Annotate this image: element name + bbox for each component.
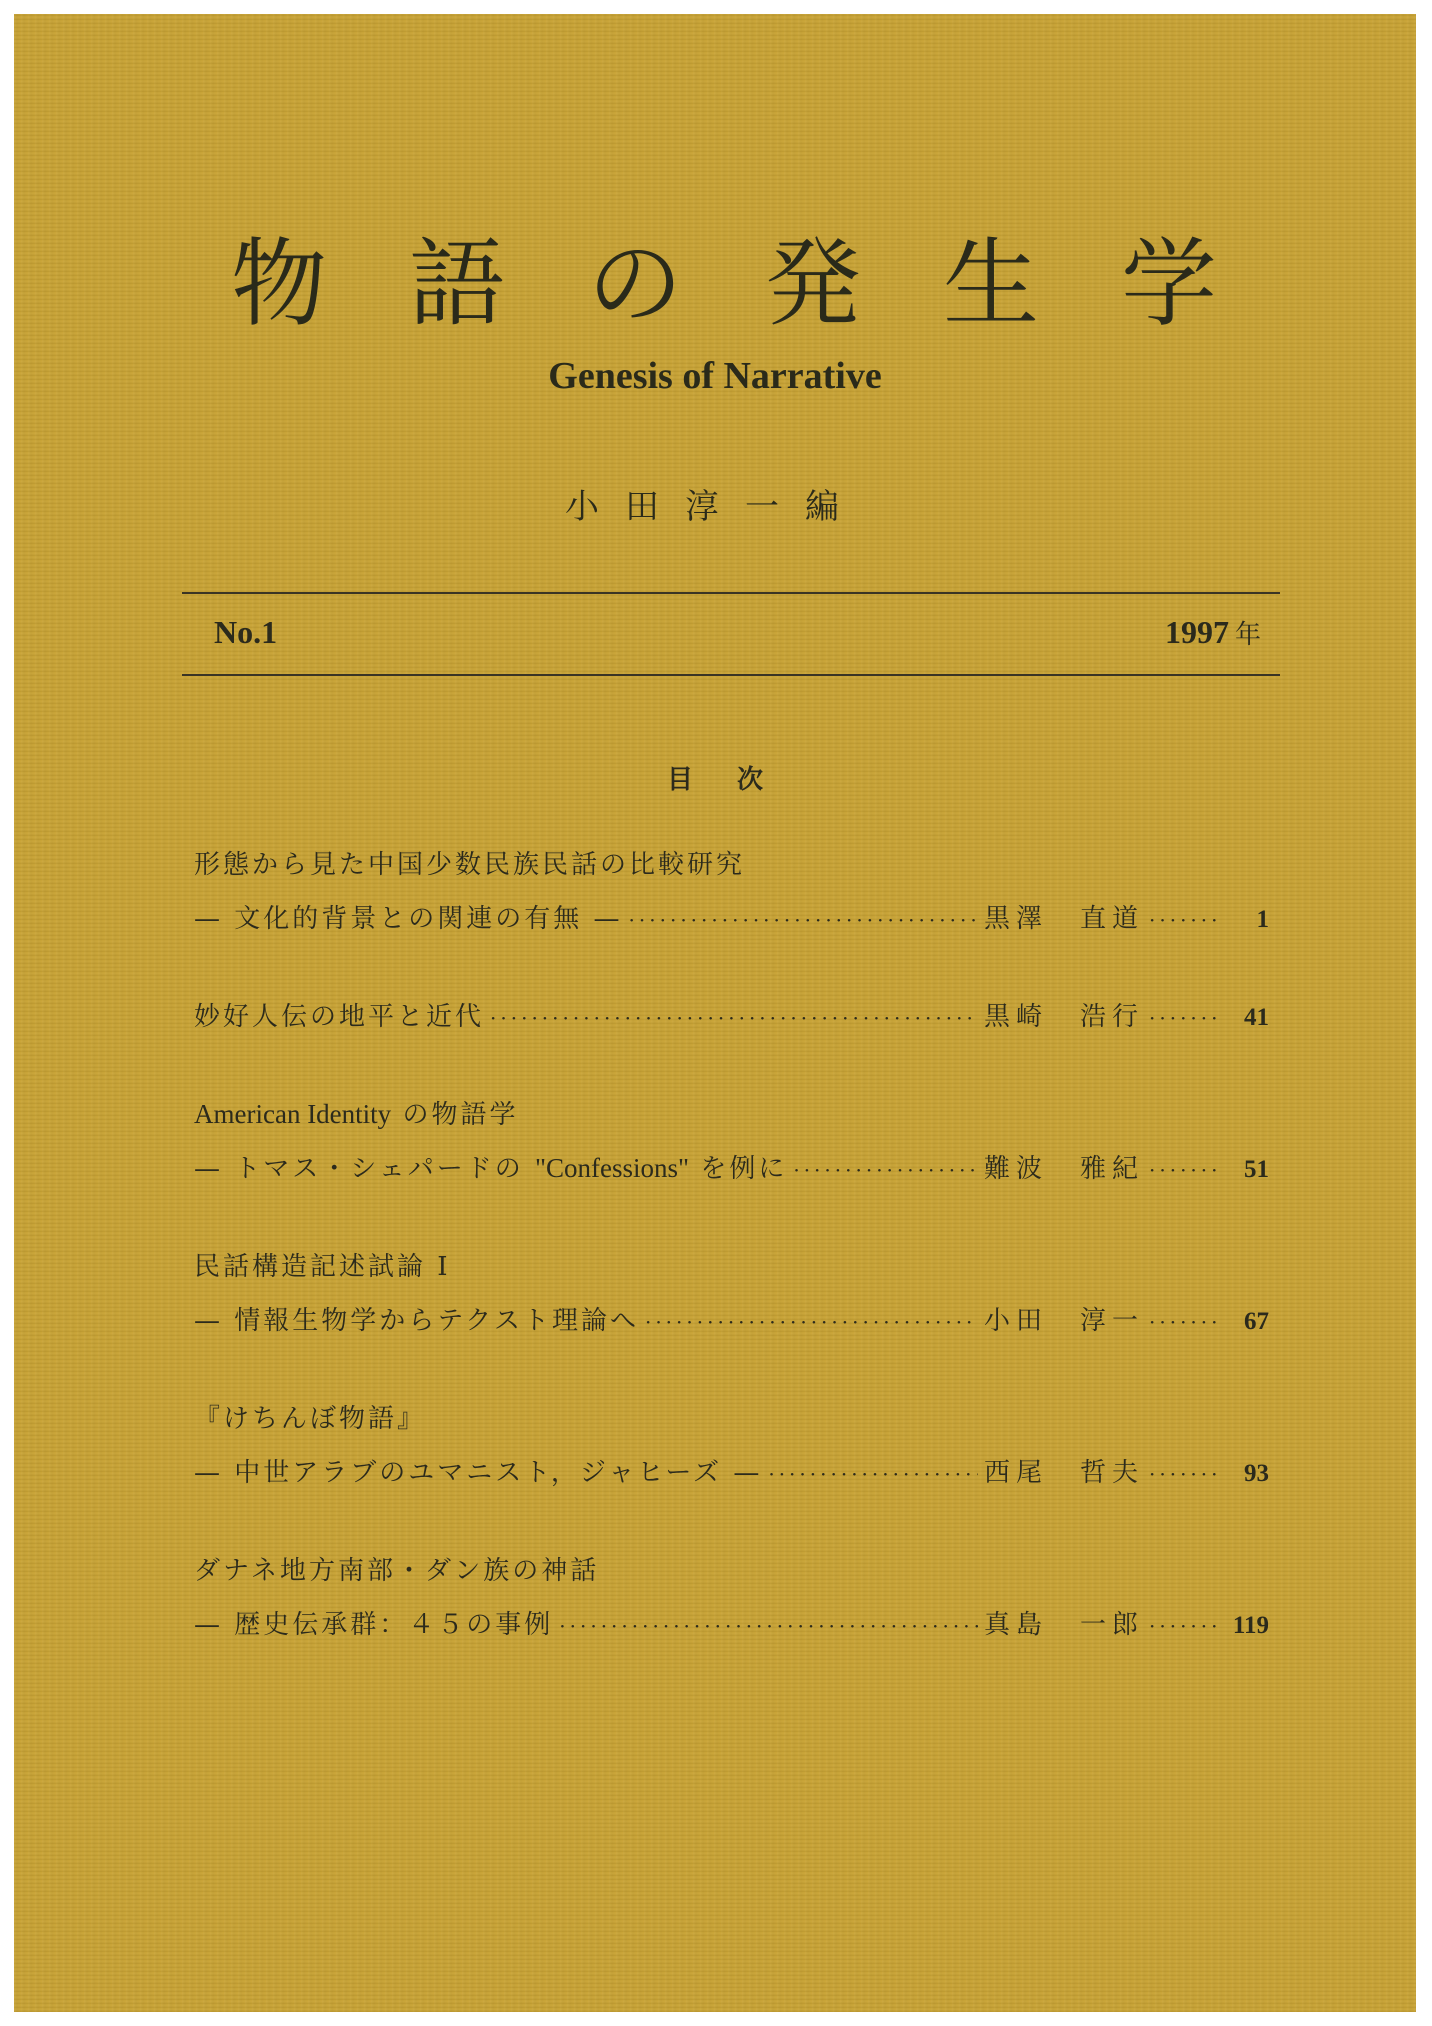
toc-page: 41: [1244, 1004, 1269, 1031]
toc-title: 妙好人伝の地平と近代: [194, 1002, 485, 1032]
toc-author: 西尾 哲夫: [984, 1458, 1145, 1488]
toc-author: 難波 雅紀: [984, 1154, 1145, 1184]
toc-title-line: [194, 1550, 1269, 1604]
toc-subtitle-latin: "Confessions": [535, 1153, 690, 1183]
toc-subtitle: [194, 1148, 787, 1185]
toc-title-rest: の物語学: [391, 1100, 519, 1130]
toc-title-line: [194, 1094, 1269, 1148]
leader-dots: [559, 1614, 978, 1638]
issue-year: [1165, 614, 1261, 651]
table-of-contents: [194, 844, 1269, 1702]
title-char: 物: [231, 228, 327, 340]
toc-page: 1: [1256, 906, 1269, 933]
toc-entry: [194, 1398, 1269, 1506]
title-char: 生: [943, 228, 1039, 340]
leader-dots: [1149, 1006, 1221, 1030]
title-char: 発: [765, 228, 861, 340]
toc-entry: [194, 1550, 1269, 1658]
toc-heading: 目次: [666, 765, 807, 795]
toc-subtitle-line: [194, 898, 1269, 952]
toc-entry: [194, 996, 1269, 1050]
toc-author: 黒澤 直道: [984, 904, 1145, 934]
title-char: 語: [409, 228, 505, 340]
toc-subtitle: — 文化的背景との関連の有無 —: [194, 904, 623, 934]
toc-title-line: [194, 844, 1269, 898]
title-char: 学: [1121, 228, 1217, 340]
toc-title: 『けちんぼ物語』: [194, 1404, 427, 1434]
bottom-rule: [182, 674, 1280, 676]
leader-dots: [793, 1158, 978, 1182]
toc-title-line: [194, 1246, 1269, 1300]
toc-subtitle-post: を例に: [689, 1154, 788, 1184]
toc-title-line: [194, 1398, 1269, 1452]
toc-subtitle: — 中世アラブのユマニスト，ジャヒーズ —: [194, 1458, 763, 1488]
toc-title: 形態から見た中国少数民族民話の比較研究: [194, 850, 746, 880]
year-value: 1997: [1164, 614, 1229, 650]
toc-title: [194, 1094, 518, 1131]
toc-title-latin: American Identity: [194, 1099, 392, 1129]
toc-author: 黒崎 浩行: [984, 1002, 1145, 1032]
toc-subtitle-pre: — トマス・シェパードの: [194, 1154, 536, 1184]
top-rule: [182, 592, 1280, 594]
toc-title: ダナネ地方南部・ダン族の神話: [194, 1556, 600, 1586]
toc-entry: [194, 1246, 1269, 1354]
leader-dots: [1149, 1614, 1221, 1638]
toc-subtitle: — 情報生物学からテクスト理論へ: [194, 1306, 639, 1336]
toc-entry: [194, 1094, 1269, 1202]
toc-subtitle-line: [194, 1452, 1269, 1506]
toc-author: 小田 淳一: [984, 1306, 1145, 1336]
year-suffix: 年: [1234, 620, 1261, 649]
toc-entry: [194, 844, 1269, 952]
toc-page: 67: [1244, 1308, 1269, 1335]
leader-dots: [645, 1310, 978, 1334]
toc-title-line: [194, 996, 1269, 1050]
toc-page: 51: [1244, 1156, 1269, 1183]
book-cover: [14, 14, 1416, 2012]
leader-dots: [490, 1006, 978, 1030]
leader-dots: [629, 908, 978, 932]
toc-title: 民話構造記述試論 I: [194, 1252, 451, 1282]
toc-subtitle-line: [194, 1604, 1269, 1658]
main-title: [224, 228, 1224, 340]
toc-page: 93: [1244, 1460, 1269, 1487]
issue-number: No.1: [214, 614, 278, 650]
title-char: の: [587, 228, 683, 340]
leader-dots: [1149, 1462, 1221, 1486]
leader-dots: [768, 1462, 978, 1486]
toc-author: 真島 一郎: [984, 1610, 1145, 1640]
leader-dots: [1149, 1310, 1221, 1334]
leader-dots: [1149, 908, 1221, 932]
english-subtitle: Genesis of Narrative: [548, 355, 882, 397]
editor-line: 小田淳一編: [565, 487, 865, 527]
leader-dots: [1149, 1158, 1221, 1182]
toc-subtitle: — 歴史伝承群：４５の事例: [194, 1610, 554, 1640]
toc-subtitle-line: [194, 1300, 1269, 1354]
toc-subtitle-line: [194, 1148, 1269, 1202]
toc-page: 119: [1232, 1612, 1269, 1639]
